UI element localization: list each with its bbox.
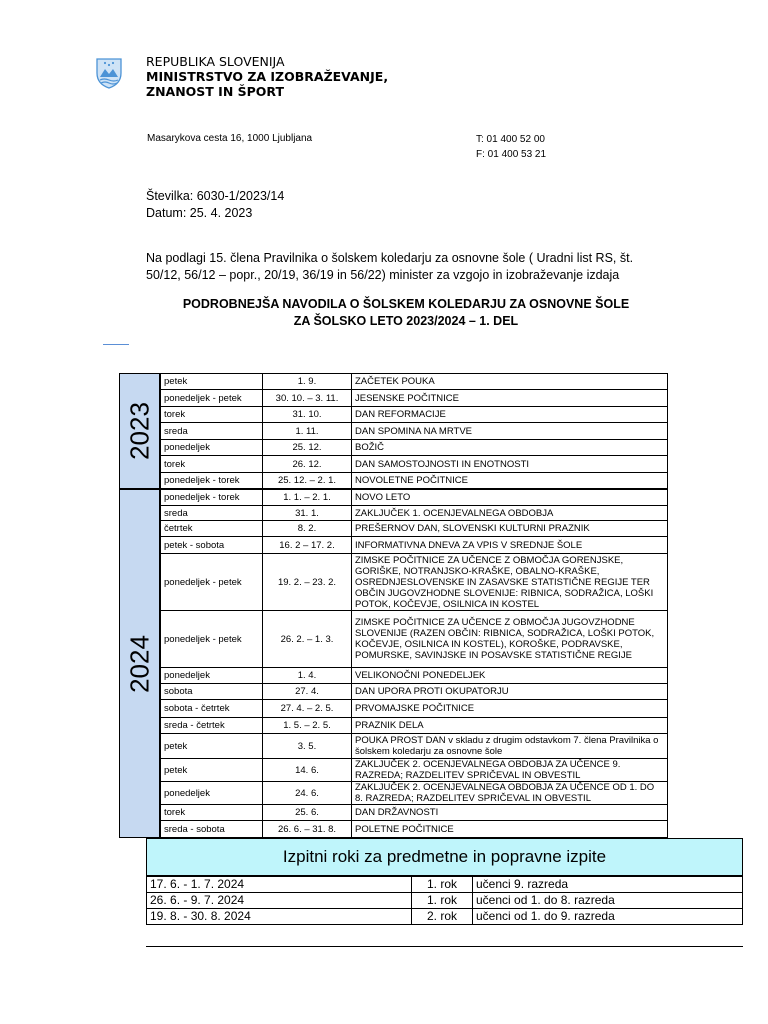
table-row xyxy=(161,700,668,718)
address: Masarykova cesta 16, 1000 Ljubljana xyxy=(147,133,313,144)
cell-date: 25. 12. xyxy=(263,440,352,456)
cell-event: DAN SPOMINA NA MRTVE xyxy=(352,423,668,440)
cell-period: 19. 8. - 30. 8. 2024 xyxy=(147,909,412,925)
cell-event: DAN REFORMACIJE xyxy=(352,407,668,423)
document-number: Številka: 6030-1/2023/14 xyxy=(146,189,285,203)
cell-period: 17. 6. - 1. 7. 2024 xyxy=(147,877,412,893)
table-row xyxy=(161,611,668,668)
table-row xyxy=(147,877,743,893)
cell-term: 1. rok xyxy=(412,893,473,909)
cell-day: torek xyxy=(161,805,263,821)
intro-paragraph: Na podlagi 15. člena Pravilnika o šolskem koledarju za osnovne šole ( Uradni list RS, št. 50/12, 56/12 – popr., 20/19, 36/19 in 56/22) minister za vzgojo in izobraževanje izdaja xyxy=(146,251,634,282)
cell-date: 1. 1. – 2. 1. xyxy=(263,490,352,506)
cell-day: sreda - četrtek xyxy=(161,718,263,734)
table-row xyxy=(161,423,668,440)
year-label xyxy=(119,373,160,489)
cell-day: ponedeljek - petek xyxy=(161,554,263,611)
cell-date: 27. 4. xyxy=(263,684,352,700)
title-line-2: ZA ŠOLSKO LETO 2023/2024 – 1. DEL xyxy=(293,313,519,328)
table-row xyxy=(161,490,668,506)
cell-event: VELIKONOČNI PONEDELJEK xyxy=(352,668,668,684)
cell-date: 16. 2 – 17. 2. xyxy=(263,537,352,554)
cell-day: ponedeljek xyxy=(161,668,263,684)
cell-event: ZIMSKE POČITNICE ZA UČENCE Z OBMOČJA GORENJSKE, GORIŠKE, NOTRANJSKO-KRAŠKE, OBALNO-KRAŠKE, OSREDNJESLOVENSKE IN ZASAVSKE STATISTIČNE REGIJE TER OBČIN JUGOVZHODNE SLOVENIJE: RIBNICA, SODRAŽICA, LOŠKI POTOK, KOČEVJE, OSILNICA IN KOSTEL xyxy=(352,554,668,611)
fax: F: 01 400 53 21 xyxy=(476,148,547,160)
country-name: REPUBLIKA SLOVENIJA xyxy=(146,54,285,69)
table-row xyxy=(161,759,668,782)
cell-event: JESENSKE POČITNICE xyxy=(352,390,668,407)
cell-event: ZAČETEK POUKA xyxy=(352,374,668,390)
table-row xyxy=(161,374,668,390)
cell-day: ponedeljek - petek xyxy=(161,390,263,407)
ministry-name: MINISTRSTVO ZA IZOBRAŽEVANJE, xyxy=(146,69,389,84)
cell-day: sreda xyxy=(161,506,263,521)
ministry-header xyxy=(146,54,388,99)
phone: T: 01 400 52 00 xyxy=(476,134,545,145)
cell-date: 1. 11. xyxy=(263,423,352,440)
cell-date: 31. 10. xyxy=(263,407,352,423)
cell-date: 31. 1. xyxy=(263,506,352,521)
cell-day: ponedeljek - petek xyxy=(161,611,263,668)
cell-day: sreda xyxy=(161,423,263,440)
cell-date: 26. 12. xyxy=(263,456,352,473)
cell-day: petek xyxy=(161,759,263,782)
table-row xyxy=(147,909,743,925)
exam-title: Izpitni roki za predmetne in popravne izpite xyxy=(146,838,743,876)
cell-day: sobota xyxy=(161,684,263,700)
cell-date: 26. 2. – 1. 3. xyxy=(263,611,352,668)
cell-day: petek - sobota xyxy=(161,537,263,554)
cell-event: DAN UPORA PROTI OKUPATORJU xyxy=(352,684,668,700)
cell-event: BOŽIČ xyxy=(352,440,668,456)
exam-periods xyxy=(146,838,743,925)
cell-event: ZIMSKE POČITNICE ZA UČENCE Z OBMOČJA JUGOVZHODNE SLOVENIJE (RAZEN OBČIN: RIBNICA, SODRAŽICA, LOŠKI POTOK, KOČEVJE, OSILNICA IN KOSTEL), KOROŠKE, PODRAVSKE, POMURSKE, SAVINJSKE IN POSAVSKE STATISTIČNE REGIJE xyxy=(352,611,668,668)
cell-event: NOVOLETNE POČITNICE xyxy=(352,473,668,489)
table-row xyxy=(161,537,668,554)
school-calendar xyxy=(119,373,668,838)
cell-who: učenci od 1. do 8. razreda xyxy=(473,893,743,909)
table-row xyxy=(161,390,668,407)
year-text: 2024 xyxy=(124,634,154,693)
table-row xyxy=(161,718,668,734)
cell-who: učenci 9. razreda xyxy=(473,877,743,893)
table-row xyxy=(161,473,668,489)
cell-period: 26. 6. - 9. 7. 2024 xyxy=(147,893,412,909)
cell-day: ponedeljek xyxy=(161,782,263,805)
cell-day: petek xyxy=(161,374,263,390)
coat-of-arms-logo xyxy=(96,57,122,94)
cell-event: POUKA PROST DAN v skladu z drugim odstavkom 7. člena Pravilnika o šolskem koledarju za osnovne šole xyxy=(352,734,668,759)
cell-day: sobota - četrtek xyxy=(161,700,263,718)
cell-date: 3. 5. xyxy=(263,734,352,759)
table-row xyxy=(161,506,668,521)
cell-day: ponedeljek - torek xyxy=(161,473,263,489)
cell-date: 8. 2. xyxy=(263,521,352,537)
table-row xyxy=(161,440,668,456)
ministry-name-cont: ZNANOST IN ŠPORT xyxy=(146,84,285,99)
cell-event: INFORMATIVNA DNEVA ZA VPIS V SREDNJE ŠOLE xyxy=(352,537,668,554)
year-block xyxy=(119,489,668,838)
cell-day: petek xyxy=(161,734,263,759)
cell-event: POLETNE POČITNICE xyxy=(352,821,668,838)
blue-dash xyxy=(103,344,129,345)
year-block xyxy=(119,373,668,489)
cell-date: 25. 6. xyxy=(263,805,352,821)
table-row xyxy=(147,893,743,909)
cell-event: ZAKLJUČEK 2. OCENJEVALNEGA OBDOBJA ZA UČENCE OD 1. DO 8. RAZREDA; RAZDELITEV SPRIČEVAL IN OBVESTIL xyxy=(352,782,668,805)
table-row xyxy=(161,821,668,838)
cell-date: 24. 6. xyxy=(263,782,352,805)
cell-term: 1. rok xyxy=(412,877,473,893)
cell-date: 25. 12. – 2. 1. xyxy=(263,473,352,489)
contact-info xyxy=(476,133,546,162)
year-text: 2023 xyxy=(124,402,154,460)
cell-day: sreda - sobota xyxy=(161,821,263,838)
cell-event: NOVO LETO xyxy=(352,490,668,506)
cell-date: 30. 10. – 3. 11. xyxy=(263,390,352,407)
calendar-table xyxy=(160,373,668,489)
cell-event: DAN SAMOSTOJNOSTI IN ENOTNOSTI xyxy=(352,456,668,473)
document-date: Datum: 25. 4. 2023 xyxy=(146,206,253,220)
cell-term: 2. rok xyxy=(412,909,473,925)
cell-event: ZAKLJUČEK 1. OCENJEVALNEGA OBDOBJA xyxy=(352,506,668,521)
table-row xyxy=(161,684,668,700)
cell-date: 1. 5. – 2. 5. xyxy=(263,718,352,734)
cell-day: torek xyxy=(161,456,263,473)
cell-event: ZAKLJUČEK 2. OCENJEVALNEGA OBDOBJA ZA UČENCE 9. RAZREDA; RAZDELITEV SPRIČEVAL IN OBVESTIL xyxy=(352,759,668,782)
table-row xyxy=(161,668,668,684)
cell-date: 1. 4. xyxy=(263,668,352,684)
divider xyxy=(146,946,743,947)
table-row xyxy=(161,407,668,423)
cell-date: 14. 6. xyxy=(263,759,352,782)
cell-event: DAN DRŽAVNOSTI xyxy=(352,805,668,821)
year-label xyxy=(119,489,160,838)
document-meta xyxy=(146,188,284,222)
table-row xyxy=(161,805,668,821)
cell-date: 27. 4. – 2. 5. xyxy=(263,700,352,718)
cell-date: 26. 6. – 31. 8. xyxy=(263,821,352,838)
cell-event: PRAZNIK DELA xyxy=(352,718,668,734)
table-row xyxy=(161,554,668,611)
table-row xyxy=(161,456,668,473)
cell-day: četrtek xyxy=(161,521,263,537)
title-line-1: PODROBNEJŠA NAVODILA O ŠOLSKEM KOLEDARJU ZA OSNOVNE ŠOLE xyxy=(182,297,630,311)
cell-date: 1. 9. xyxy=(263,374,352,390)
exam-table xyxy=(146,876,743,925)
table-row xyxy=(161,782,668,805)
table-row xyxy=(161,521,668,537)
document-title xyxy=(146,296,666,329)
cell-event: PREŠERNOV DAN, SLOVENSKI KULTURNI PRAZNIK xyxy=(352,521,668,537)
table-row xyxy=(161,734,668,759)
cell-who: učenci od 1. do 9. razreda xyxy=(473,909,743,925)
cell-day: ponedeljek - torek xyxy=(161,490,263,506)
cell-event: PRVOMAJSKE POČITNICE xyxy=(352,700,668,718)
calendar-table xyxy=(160,489,668,838)
cell-day: ponedeljek xyxy=(161,440,263,456)
cell-date: 19. 2. – 23. 2. xyxy=(263,554,352,611)
cell-day: torek xyxy=(161,407,263,423)
